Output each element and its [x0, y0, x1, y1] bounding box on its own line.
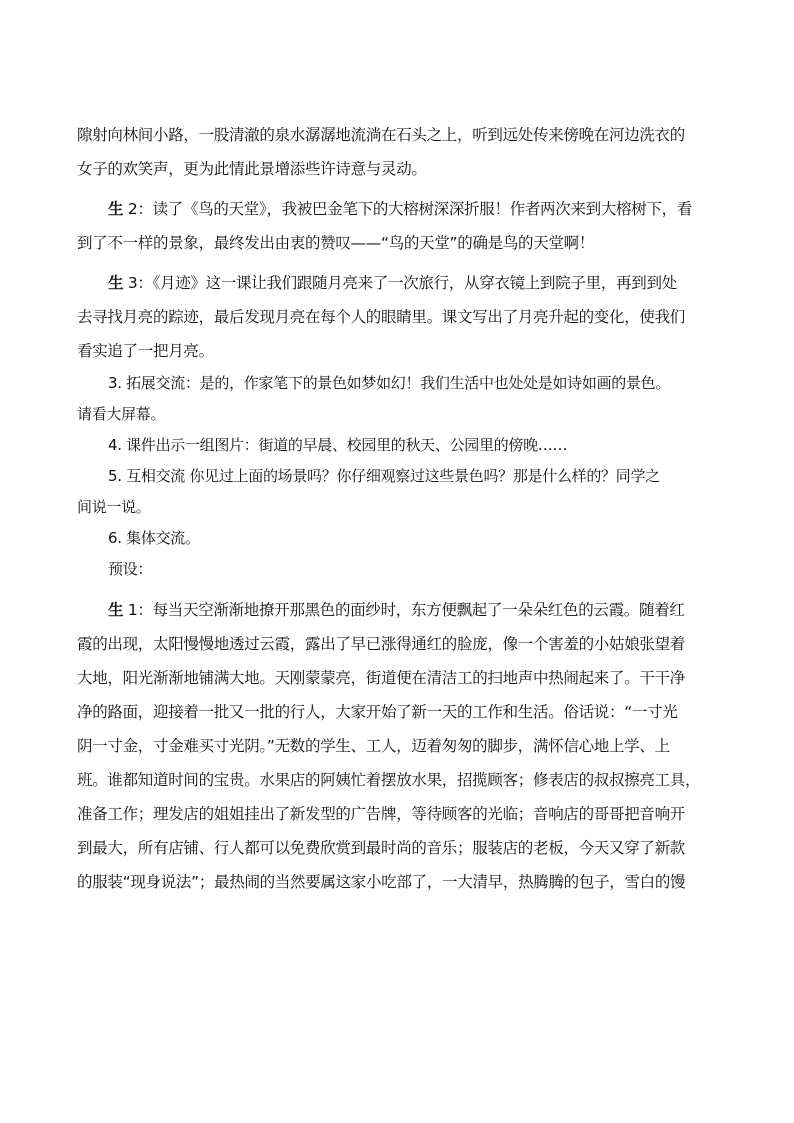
text-line: 看实追了一把月亮。	[77, 342, 214, 360]
document-body	[77, 118, 729, 899]
text-line: 班。谁都知道时间的宝贵。水果店的阿姨忙着摆放水果，招揽顾客；修表店的叔叔擦亮工具，	[77, 771, 701, 789]
text-line: 霞的出现，太阳慢慢地透过云霞，露出了早已涨得通红的脸庞，像一个害羞的小姑娘张望着	[77, 635, 686, 653]
text-line: 2：读了《鸟的天堂》，我被巴金笔下的大榕树深深折服！作者两次来到大榕树下，看	[123, 200, 693, 218]
text-line: 净的路面，迎接着一批又一批的行人，大家开始了新一天的工作和生活。俗话说：“一寸光	[77, 703, 678, 721]
paragraph-student-3	[77, 266, 729, 300]
text-line: 阴一寸金，寸金难买寸光阴。”无数的学生、工人，迈着匆匆的脚步，满怀信心地上学、上	[77, 737, 670, 755]
text-line: 预设：	[108, 560, 153, 578]
paragraph-student-1	[77, 593, 729, 627]
paragraph-student-2	[77, 192, 729, 226]
text-line: 到了不一样的景象，最终发出由衷的赞叹——“鸟的天堂”的确是鸟的天堂啊！	[77, 234, 595, 252]
text-line: 的服装“现身说法”；最热闹的当然要属这家小吃部了，一大清早，热腾腾的包子，雪白的馒	[77, 873, 686, 891]
speaker-label: 生	[108, 274, 124, 292]
text-line: 5. 互相交流 你见过上面的场景吗？你仔细观察过这些景色吗？那是什么样的？同学之	[108, 467, 660, 485]
text-line: 1：每当天空渐渐地撩开那黑色的面纱时，东方便飘起了一朵朵红色的云霞。随着红	[123, 601, 685, 619]
text-line: 隙射向林间小路，一股清澈的泉水潺潺地流淌在石头之上，听到远处传来傍晚在河边洗衣的	[77, 126, 686, 144]
text-line: 4. 课件出示一组图片：街道的早晨、校园里的秋天、公园里的傍晚……	[108, 436, 568, 454]
text-line: 去寻找月亮的踪迹，最后发现月亮在每个人的眼睛里。课文写出了月亮升起的变化，使我们	[77, 308, 686, 326]
text-line: 3：《月迹》这一课让我们跟随月亮来了一次旅行，从穿衣镜上到院子里，再到到处	[123, 274, 677, 292]
speaker-label: 生	[108, 200, 124, 218]
text-line: 女子的欢笑声，更为此情此景增添些许诗意与灵动。	[77, 160, 427, 178]
speaker-label: 生	[108, 601, 124, 619]
text-line: 6. 集体交流。	[108, 529, 200, 547]
text-line: 到最大，所有店铺、行人都可以免费欣赏到最时尚的音乐；服装店的老板，今天又穿了新款	[77, 839, 686, 857]
text-line: 大地，阳光渐渐地铺满大地。天刚蒙蒙亮，街道便在清洁工的扫地声中热闹起来了。干干净	[77, 669, 686, 687]
text-line: 请看大屏幕。	[77, 405, 166, 423]
text-line: 3. 拓展交流：是的，作家笔下的景色如梦如幻！我们生活中也处处是如诗如画的景色。	[108, 374, 671, 392]
text-line: 准备工作；理发店的姐姐挂出了新发型的广告牌，等待顾客的光临；音响店的哥哥把音响开	[77, 805, 686, 823]
text-line: 间说一说。	[77, 498, 151, 516]
